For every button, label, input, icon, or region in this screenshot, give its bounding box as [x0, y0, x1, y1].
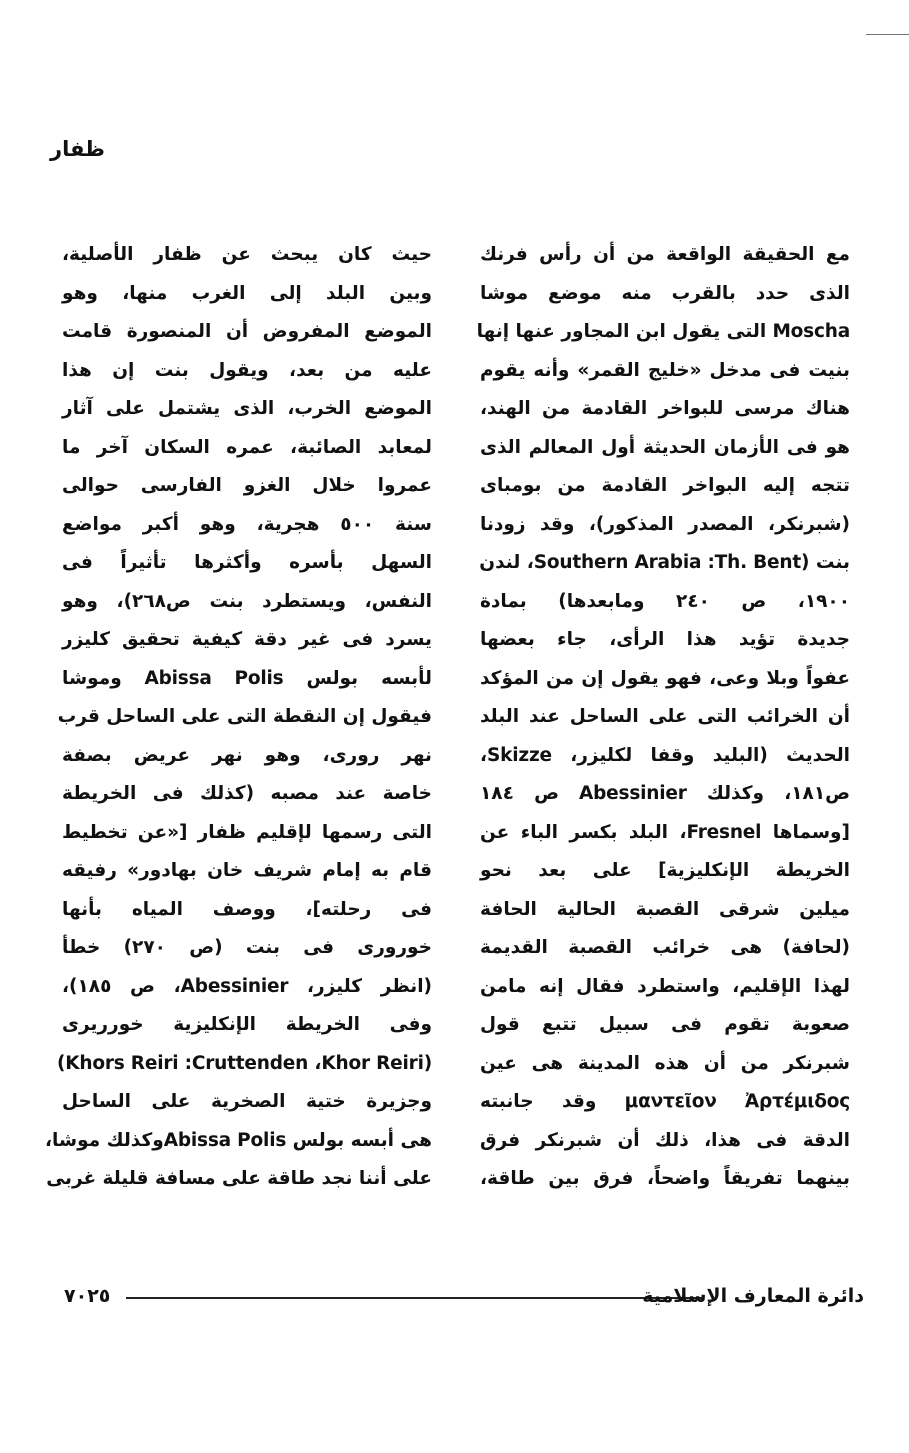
text-line: تتجه إليه البواخر القادمة من بومباى [480, 475, 850, 496]
text-line: بنت (Southern Arabia :Th. Bent، لندن [479, 552, 850, 573]
text-line: لمعابد الصائبة، عمره السكان آخر ما [62, 436, 432, 458]
text-line: نهر رورى، وهو نهر عريض بصفة [62, 744, 432, 766]
text-line: لأبسه بولس Abissa Polis وموشا [62, 667, 432, 689]
text-line: خورورى فى بنت (ص ٢٧٠) خطأ [62, 937, 432, 958]
text-line: الحديث (البليد وقفا لكليزر، Skizze، [480, 744, 850, 766]
text-line: حيث كان يبحث عن ظفار الأصلية، [62, 244, 432, 265]
text-line: فيقول إن النقطة التى على الساحل قرب [57, 706, 432, 727]
page-number: ٧٠٢٥ [64, 1285, 111, 1307]
text-line: أن الخرائب التى على الساحل عند البلد [480, 706, 850, 727]
text-line: (شبرنكر، المصدر المذكور)، وقد زودنا [480, 513, 850, 535]
text-line: جديدة تؤيد هذا الرأى، جاء بعضها [480, 629, 850, 650]
text-line: على أننا نجد طاقة على مسافة قليلة غربى [46, 1168, 432, 1189]
text-line: مع الحقيقة الواقعة من أن رأس فرنك [480, 244, 850, 265]
text-line: يسرد فى غير دقة كيفية تحقيق كليزر [62, 629, 432, 650]
text-line: (انظر كليزر، Abessinier، ص ١٨٥)، [62, 975, 433, 997]
text-line: ميلين شرقى القصبة الحالية الحافة [480, 898, 850, 920]
text-line: μαντεῖον Ἀρτέμιδος وقد جانبته [480, 1091, 850, 1112]
text-line: وبين البلد إلى الغرب منها، وهو [62, 282, 432, 304]
footer-rule [126, 1297, 704, 1299]
text-line: Moscha التى يقول ابن المجاور عنها إنها [476, 321, 850, 342]
right-text-column [476, 236, 851, 1199]
text-line: خاصة عند مصبه (كذلك فى الخريطة [62, 783, 432, 804]
text-line: ١٩٠٠، ص ٢٤٠ ومابعدها) بمادة [480, 590, 851, 612]
text-line: شبرنكر من أن هذه المدينة هى عين [480, 1052, 850, 1074]
text-line: وفى الخريطة الإنكليزية خورريرى [62, 1014, 432, 1035]
text-line: فى رحلته]، ووصف المياه بأنها [62, 898, 432, 920]
running-head: ظفار [50, 137, 105, 161]
text-line: التى رسمها لإقليم ظفار [«عن تخطيط [62, 821, 432, 843]
text-line: سنة ٥٠٠ هجرية، وهو أكبر مواضع [62, 513, 432, 535]
text-line: صعوبة تقوم فى سبيل تتبع قول [480, 1014, 850, 1035]
text-line: السهل بأسره وأكثرها تأثيراً فى [62, 552, 432, 573]
page-footer [64, 1279, 864, 1313]
text-line: بينهما تفريقاً واضحاً، فرق بين طاقة، [480, 1168, 850, 1189]
text-line: لهذا الإقليم، واستطرد فقال إنه مامن [480, 975, 850, 997]
left-text-column [44, 236, 433, 1199]
footer-title: دائرة المعارف الإسلامية [642, 1285, 864, 1307]
text-line: عليه من بعد، ويقول بنت إن هذا [62, 359, 432, 381]
text-line: قام به إمام شريف خان بهادور» رفيقه [62, 860, 432, 881]
text-line: [وسماها Fresnel، البلد بكسر الباء عن [480, 821, 851, 843]
text-line: عمروا خلال الغزو الفارسى حوالى [62, 475, 432, 496]
text-line: هناك مرسى للبواخر القادمة من الهند، [480, 398, 850, 419]
text-line: الخريطة الإنكليزية] على بعد نحو [480, 860, 850, 881]
text-line: الموضع المفروض أن المنصورة قامت [62, 321, 432, 342]
text-line: الدقة فى هذا، ذلك أن شبرنكر فرق [480, 1129, 850, 1151]
text-line: عفواً وبلا وعى، فهو يقول إن من المؤكد [480, 667, 850, 689]
text-line: الموضع الخرب، الذى يشتمل على آثار [62, 398, 432, 419]
text-line: ص١٨١، وكذلك Abessinier ص ١٨٤ [480, 783, 850, 804]
text-line: (Khors Reiri :Cruttenden ،Khor Reiri) [56, 1052, 432, 1074]
text-line: بنيت فى مدخل «خليج القمر» وأنه يقوم [480, 359, 850, 381]
text-line: (لحافة) هى خرائب القصبة القديمة [480, 937, 850, 958]
text-line: الذى حدد بالقرب منه موضع موشا [480, 282, 850, 304]
top-edge-rule [866, 34, 909, 35]
text-line: هى أبسه بولس Abissa Polisوكذلك موشا، [44, 1129, 432, 1151]
text-line: النفس، ويستطرد بنت ص٢٦٨)، وهو [62, 590, 432, 612]
text-line: وجزيرة ختية الصخرية على الساحل [62, 1091, 432, 1112]
text-line: هو فى الأزمان الحديثة أول المعالم الذى [480, 436, 850, 458]
